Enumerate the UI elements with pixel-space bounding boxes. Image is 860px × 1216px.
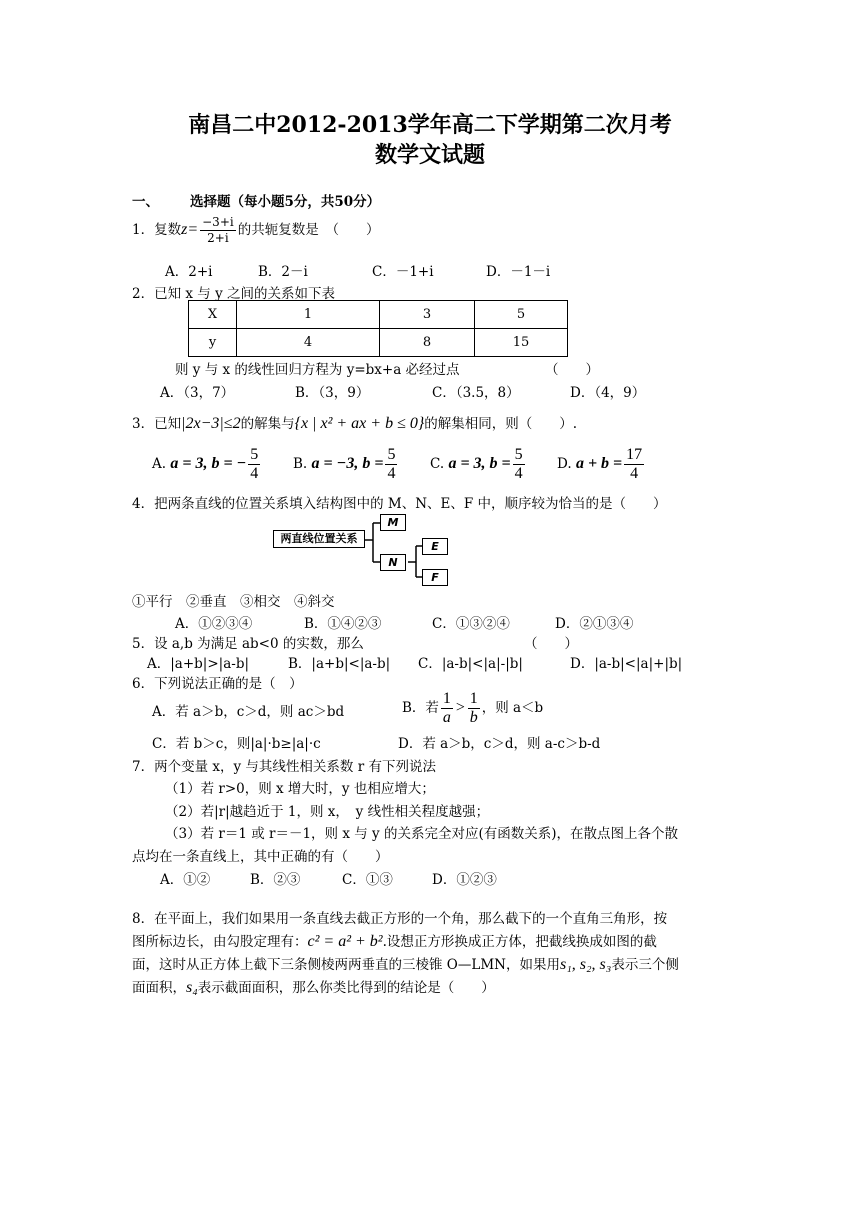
q8-line4-text: 面面积，: [132, 980, 186, 996]
q4-option-a: A．①②③④: [175, 616, 253, 632]
q8-section-area: s₄: [186, 979, 198, 996]
q1-option-d: D．－1－i: [486, 264, 551, 280]
table-row: [189, 301, 568, 329]
q1-prefix: 1．复数: [132, 222, 182, 238]
q2-option-b: B．（3，9）: [295, 385, 370, 401]
q1-fraction: [200, 215, 236, 246]
q4-items: ①平行 ②垂直 ③相交 ④斜交: [132, 594, 335, 610]
question-6: 6．下列说法正确的是（ ）: [132, 676, 303, 692]
q7-option-a: A．①②: [160, 872, 211, 888]
q3-mid: 的解集与: [240, 416, 295, 432]
section-heading: 选择题（每小题5分，共50分）: [190, 194, 381, 210]
diagram-root-box: 两直线位置关系: [273, 530, 365, 548]
diagram-box-m: M: [380, 514, 406, 531]
fraction-denominator: 4: [630, 465, 639, 482]
table-row: [189, 329, 568, 357]
q6-option-d: D．若 a＞b，c＞d，则 a-c＞b-d: [398, 736, 601, 752]
q3-option-a: [152, 446, 262, 483]
q3-option-d: [557, 446, 646, 483]
q5-option-c: C．|a-b|<|a|-|b|: [418, 656, 523, 672]
fraction-numerator: 5: [250, 446, 259, 463]
exam-title: 南昌二中2012-2013学年高二下学期第二次月考: [188, 112, 672, 138]
q8-line3-text: 面，这时从正方体上截下三条侧棱两两垂直的三棱锥 O—LMN，如果用: [132, 957, 560, 973]
fraction-numerator: 1: [469, 690, 478, 707]
q3-expr1: |2x−3|≤2: [181, 415, 241, 432]
question-7: 7．两个变量 x，y 与其线性相关系数 r 有下列说法: [132, 759, 436, 775]
q3-option-label: A.: [152, 456, 167, 472]
q8-line3-text-b: 表示三个侧: [611, 957, 679, 973]
q1-numerator: −3+i: [202, 215, 234, 229]
q7-statement-1: （1）若 r>0，则 x 增大时，y 也相应增大；: [165, 781, 435, 797]
q3-option-fraction: [624, 446, 644, 483]
table-cell: 4: [237, 329, 380, 357]
q2-option-c: C．（3.5，8）: [432, 385, 520, 401]
q3-option-lhs: a = 3, b = −: [170, 455, 247, 472]
q3-option-fraction: [248, 446, 260, 483]
q3-option-lhs: a = −3, b =: [311, 455, 384, 472]
fraction-denominator: 4: [250, 465, 259, 482]
q6-b-prefix: B．若: [402, 700, 439, 716]
table-cell: 15: [475, 329, 568, 357]
table-cell: y: [189, 329, 237, 357]
q3-option-fraction: [513, 446, 525, 483]
table-cell: 5: [475, 301, 568, 329]
fraction-denominator: 4: [387, 465, 396, 482]
question-2: 2．已知 x 与 y 之间的关系如下表: [132, 286, 335, 302]
q8-line2-text-b: .设想正方形换成正方体，把截线换成如图的截: [382, 934, 657, 950]
table-cell: X: [189, 301, 237, 329]
question-8-line-4: [132, 976, 495, 997]
table-cell: 3: [380, 301, 475, 329]
q6-b-gt: >: [454, 699, 466, 716]
q4-option-d: D．②①③④: [555, 616, 634, 632]
q1-option-a: A．2+i: [165, 264, 213, 280]
table-cell: 1: [237, 301, 380, 329]
relation-table: [188, 300, 568, 357]
diagram-box-f: F: [422, 569, 448, 586]
q6-b-frac2: [468, 690, 480, 727]
q5-paren: （ ）: [524, 636, 578, 652]
diagram-box-e: E: [422, 538, 448, 555]
question-1: [132, 212, 379, 248]
q3-option-b: [293, 446, 399, 483]
q3-option-label: D.: [557, 456, 572, 472]
diagram-box-n: N: [380, 554, 406, 571]
q1-denominator: 2+i: [207, 231, 229, 245]
fraction-denominator: b: [469, 709, 478, 726]
q6-option-c: C．若 b＞c，则|a|·b≥|a|·c: [152, 736, 321, 752]
q5-option-b: B．|a+b|<|a-b|: [288, 656, 391, 672]
q7-option-c: C．①③: [342, 872, 393, 888]
q3-option-fraction: [385, 446, 397, 483]
fraction-denominator: a: [442, 709, 451, 726]
q7-option-d: D．①②③: [432, 872, 497, 888]
q3-option-lhs: a + b =: [575, 455, 623, 472]
q3-option-label: C.: [430, 456, 445, 472]
q5-option-a: A．|a+b|>|a-b|: [147, 656, 250, 672]
q8-line4-text-b: 表示截面面积，那么你类比得到的结论是（ ）: [197, 980, 495, 996]
q7-statement-3-cont: 点均在一条直线上，其中正确的有（ ）: [132, 849, 389, 865]
q2-follow: 则 y 与 x 的线性回归方程为 y=bx+a 必经过点: [175, 362, 460, 378]
q5-option-d: D．|a-b|<|a|+|b|: [570, 656, 683, 672]
q7-statement-2: （2）若|r|越趋近于 1，则 x， y 线性相关程度越强；: [165, 804, 490, 820]
fraction-denominator: 4: [514, 465, 523, 482]
q8-side-areas: s₁, s₂, s₃: [559, 956, 612, 973]
fraction-numerator: 17: [626, 446, 643, 463]
q8-line2-text: 图所标边长，由勾股定理有：: [132, 934, 308, 950]
fraction-numerator: 1: [442, 690, 451, 707]
question-8-line-2: [132, 930, 657, 951]
exam-subtitle: 数学文试题: [374, 142, 485, 168]
q2-paren: （ ）: [545, 362, 599, 378]
table-cell: 8: [380, 329, 475, 357]
q1-option-c: C．－1+i: [372, 264, 434, 280]
q7-option-b: B．②③: [250, 872, 301, 888]
q4-option-b: B．①④②③: [304, 616, 382, 632]
q3-option-lhs: a = 3, b =: [448, 455, 511, 472]
q1-suffix: 的共轭复数是 （ ）: [237, 222, 380, 238]
q6-option-a: A．若 a＞b，c＞d，则 ac＞bd: [152, 704, 345, 720]
q3-prefix: 3．已知: [132, 416, 182, 432]
q4-option-c: C．①③②④: [432, 616, 510, 632]
q2-option-d: D．（4，9）: [570, 385, 646, 401]
q8-pythagoras: c² = a² + b²: [307, 933, 383, 950]
question-4: 4．把两条直线的位置关系填入结构图中的 M、N、E、F 中，顺序较为恰当的是（ ）: [132, 496, 667, 512]
q6-option-b: [402, 690, 543, 727]
q3-option-c: [430, 446, 527, 483]
section-number: 一、: [132, 194, 159, 210]
fraction-numerator: 5: [387, 446, 396, 463]
q6-b-suffix: ，则 a＜b: [481, 700, 544, 716]
q6-b-frac1: [441, 690, 453, 727]
fraction-numerator: 5: [514, 446, 523, 463]
q3-suffix: 的解集相同，则（ ）.: [424, 416, 578, 432]
question-5: 5．设 a,b 为满足 ab<0 的实数，那么: [132, 636, 364, 652]
q3-expr2: {x | x² + ax + b ≤ 0}: [294, 415, 425, 432]
q2-option-a: A．（3，7）: [160, 385, 235, 401]
q1-var: z=: [181, 221, 199, 238]
q1-option-b: B．2－i: [258, 264, 308, 280]
question-3: [132, 412, 577, 433]
q3-option-label: B.: [293, 456, 308, 472]
q7-statement-3: （3）若 r＝1 或 r＝－1，则 x 与 y 的关系完全对应(有函数关系)，在散点图上各个散: [165, 826, 678, 842]
question-8-line-3: [132, 953, 679, 974]
question-8-line-1: 8．在平面上，我们如果用一条直线去截正方形的一个角，那么截下的一个直角三角形，按: [132, 911, 668, 927]
